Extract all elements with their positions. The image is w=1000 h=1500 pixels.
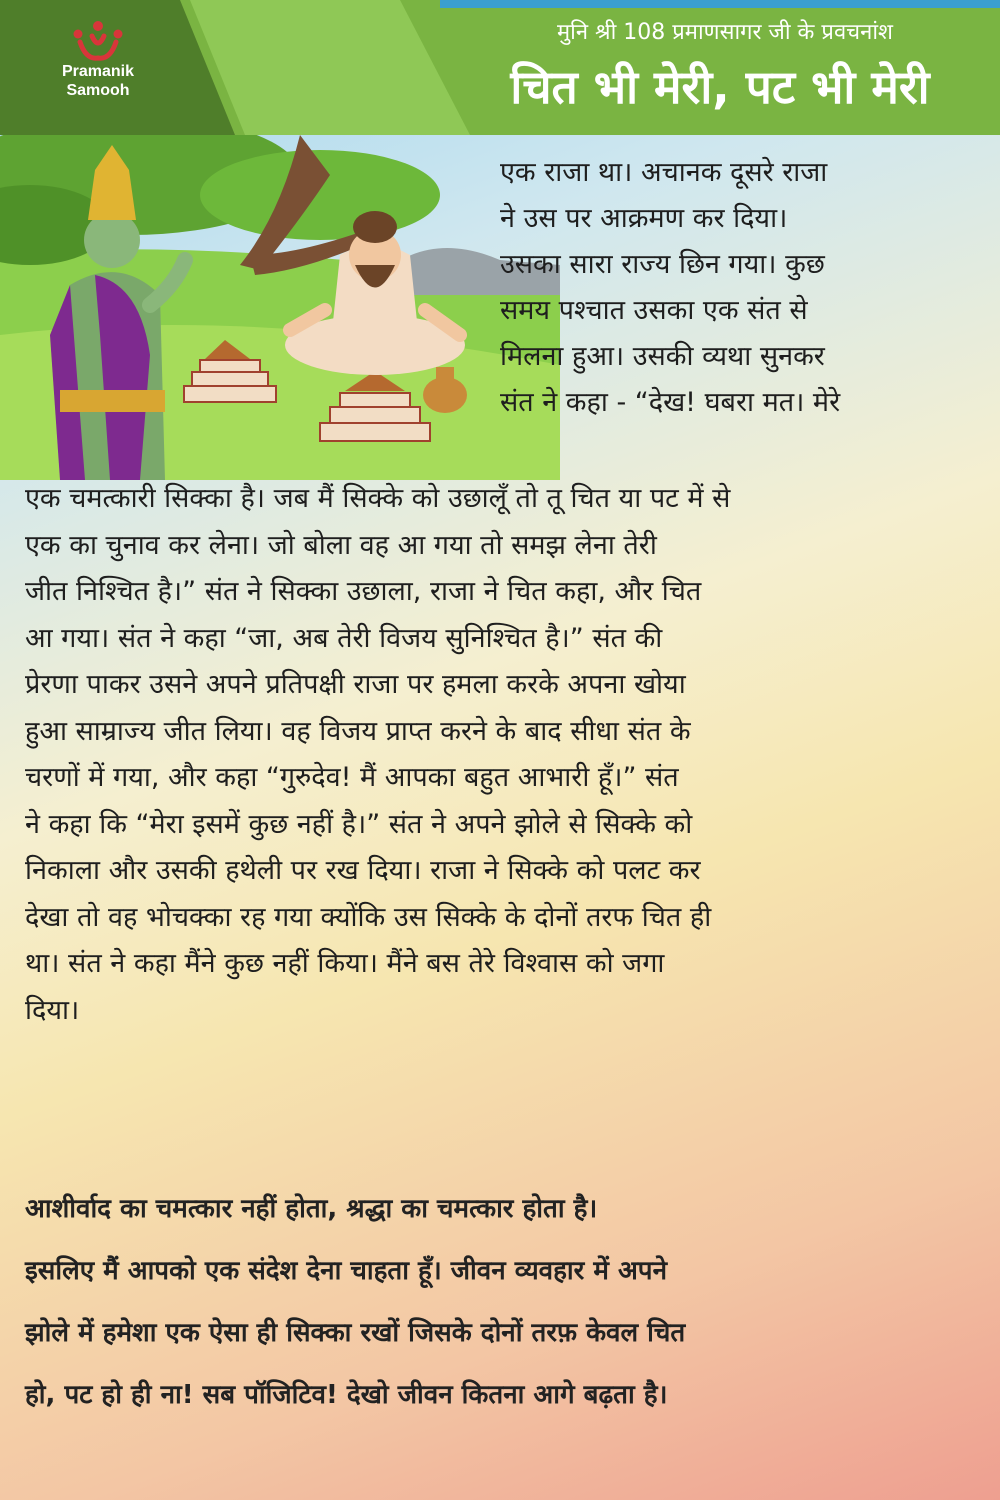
story-body-line: हुआ साम्राज्य जीत लिया। वह विजय प्राप्त करने के बाद सीधा संत के <box>25 715 691 747</box>
moral-message-line: झोले में हमेशा एक ऐसा ही सिक्का रखों जिसके दोनों तरफ़ केवल चित <box>25 1318 686 1348</box>
story-intro-line: एक राजा था। अचानक दूसरे राजा <box>500 157 828 188</box>
story-body-line: जीत निश्चित है।” संत ने सिक्का उछाला, राजा ने चित कहा, और चित <box>25 576 702 607</box>
story-body-line: चरणों में गया, और कहा “गुरुदेव! मैं आपका बहुत आभारी हूँ।” संत <box>25 762 679 793</box>
story-illustration <box>0 135 560 480</box>
story-body-line: आ गया। संत ने कहा “जा, अब तेरी विजय सुनिश्चित है।” संत की <box>25 622 663 654</box>
story-intro-line: संत ने कहा - “देख! घबरा मत। मेरे <box>500 387 841 418</box>
logo <box>28 20 168 100</box>
page-title: चित भी मेरी, पट भी मेरी <box>510 60 930 114</box>
story-intro-line: ने उस पर आक्रमण कर दिया। <box>500 203 788 234</box>
story-body-line: ने कहा कि “मेरा इसमें कुछ नहीं है।” संत ने अपने झोले से सिक्के को <box>25 808 693 840</box>
story-body <box>25 476 975 1034</box>
story-body-line: एक चमत्कारी सिक्का है। जब मैं सिक्के को उछालूँ तो तू चित या पट में से <box>25 483 731 514</box>
story-body-line: था। संत ने कहा मैंने कुछ नहीं किया। मैंने बस तेरे विश्वास को जगा <box>25 948 665 979</box>
story-intro-line: उसका सारा राज्य छिन गया। कुछ <box>500 249 825 280</box>
water-pot <box>423 377 467 413</box>
story-body-line: देखा तो वह भोचक्का रह गया क्योंकि उस सिक्के के दोनों तरफ चित ही <box>25 901 712 933</box>
story-body-line: प्रेरणा पाकर उसने अपने प्रतिपक्षी राजा पर हमला करके अपना खोया <box>25 669 686 700</box>
moral-message-line: आशीर्वाद का चमत्कार नहीं होता, श्रद्धा का चमत्कार होता है। <box>25 1194 598 1224</box>
story-intro-line: समय पश्चात उसका एक संत से <box>500 295 808 326</box>
story-intro-line: मिलना हुआ। उसकी व्यथा सुनकर <box>500 341 825 372</box>
logo-text-line1: Pramanik <box>61 63 135 80</box>
story-body-line: दिया। <box>25 994 80 1026</box>
header-top-strip <box>440 0 1000 8</box>
logo-mark-icon <box>66 20 130 62</box>
story-intro <box>500 150 980 426</box>
moral-message-line: हो, पट हो ही ना! सब पॉजिटिव! देखो जीवन कितना आगे बढ़ता है। <box>25 1380 668 1410</box>
header-banner <box>0 0 1000 135</box>
story-body-line: एक का चुनाव कर लेना। जो बोला वह आ गया तो समझ लेना तेरी <box>25 529 657 561</box>
story-body-line: निकाला और उसकी हथेली पर रख दिया। राजा ने सिक्के को पलट कर <box>25 855 701 886</box>
moral-message-line: इसलिए मैं आपको एक संदेश देना चाहता हूँ। जीवन व्यवहार में अपने <box>25 1256 668 1286</box>
moral-message <box>25 1178 975 1426</box>
page-subtitle: मुनि श्री 108 प्रमाणसागर जी के प्रवचनांश <box>556 20 894 45</box>
logo-text-line2: Samooh <box>66 82 130 99</box>
